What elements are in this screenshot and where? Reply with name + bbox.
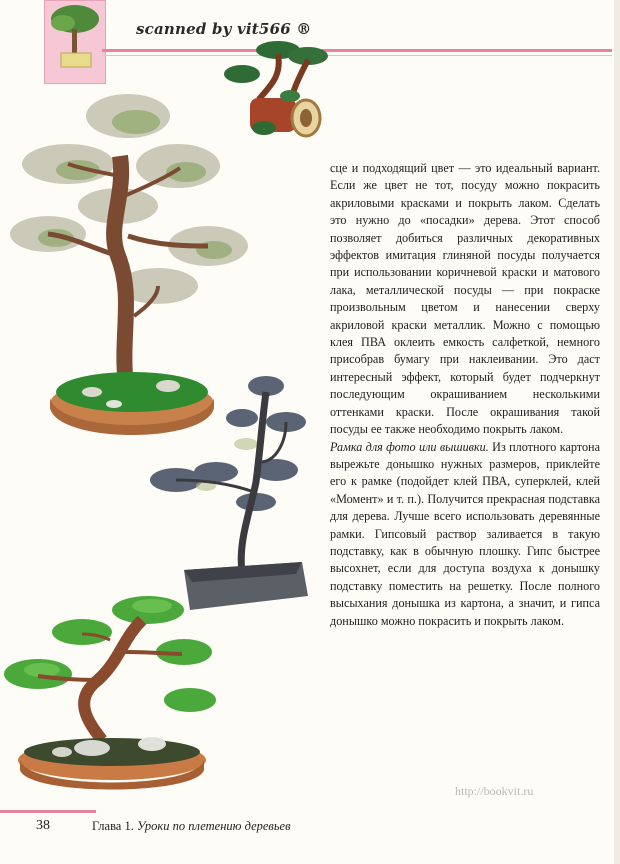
body-paragraph-2 <box>330 439 600 630</box>
green-bonsai-illustration <box>2 590 222 796</box>
page-number: 38 <box>36 818 50 833</box>
running-head <box>92 819 291 834</box>
chapter-label: Глава 1. <box>92 819 134 833</box>
corner-decoration <box>44 0 106 84</box>
footer-rule <box>0 810 96 813</box>
paragraph-2-lead: Рамка для фото или вышивки. <box>330 439 489 454</box>
body-paragraph-1: сце и подходящий цвет — это идеальный вариант. Если же цвет не тот, посуду можно покрасить акриловыми красками и покрыть лаком. Сделать это нужно до «посадки» дерева. Этот способ позволяет добиться различных декоративных эффектов имитация глиняной посуды получается при использовании коричневой краски и матового лака, металлической посуды — при покраске произвольным цветом и нанесении сверху акриловой краски металлик. Можно с помощью клея ПВА оклеить емкость салфеткой, немного присобрав бумагу при наклеивании. Это даст интересный эффект, который будет подчеркнут последующим окрашиванием несколькими оттенками краски. После окрашивания такой посуды ее также необходимо покрыть лаком. <box>330 161 600 437</box>
dark-bonsai-illustration <box>146 362 312 624</box>
watermark-url: http://bookvit.ru <box>455 784 534 798</box>
chapter-title: Уроки по плетению деревьев <box>136 819 291 833</box>
scan-credit: scanned by vit566 ® <box>136 20 312 38</box>
header-rule <box>102 49 612 52</box>
body-text-column <box>330 160 600 630</box>
corner-tree-icon <box>45 1 105 83</box>
header-rule-thin <box>102 55 612 56</box>
paragraph-2-text: Из плотного картона вырежьте донышко нужных размеров, приклейте его к рамке (подойдет клей ПВА, суперклей, клей «Момент» и т. п.). Получится прекрасная подставка для дерева. Лучше всего использовать деревянные рамки. Гипсовый раствор заливается в такую подставку, как в обычную плошку. Гипс быстрее высохнет, если для доступа воздуха к донышку подставку поместить на решетку. После полного высыхания донышка из картона, а значит, и гипса донышко можно покрасить и покрыть лаком. <box>330 439 600 628</box>
